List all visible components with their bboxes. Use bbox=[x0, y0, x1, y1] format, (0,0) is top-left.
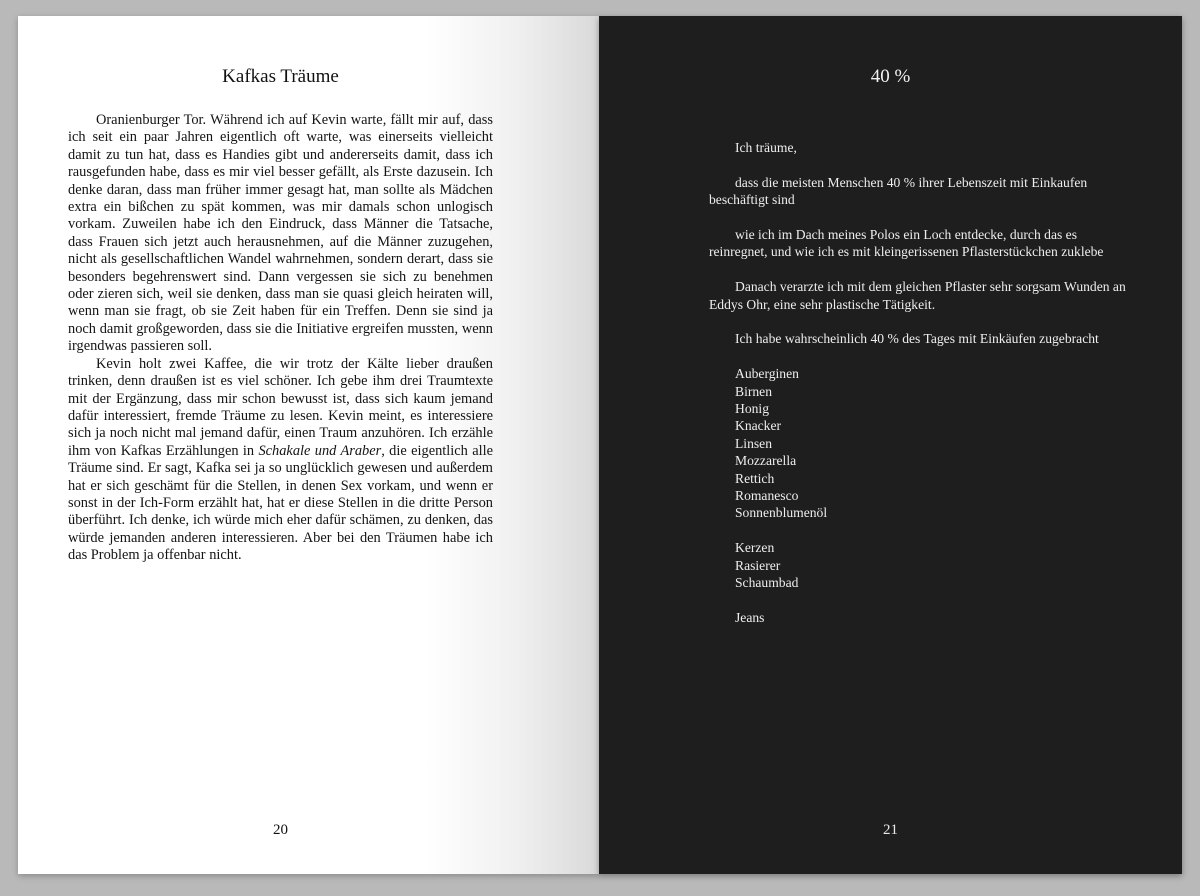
list-item: Mozzarella bbox=[735, 453, 797, 469]
list-item: Kerzen bbox=[735, 540, 775, 556]
paragraph-2-part-1: Kevin holt zwei Kaffee, die wir trotz der Kälte lieber draußen trinken, denn draußen ist es viel schöner. Ich gebe ihm drei Traumtexte mit der Ergänzung, dass mir schon bewusst ist, dass sich kaum jemand dafür interessiert, fremde Träume zu lesen. Kevin meint, es interessiere sich ja noch nicht mal jemand dafür, einen Traum anzuhören. Ich erzähle ihm von Kafkas Erzählungen in bbox=[68, 355, 493, 459]
running-head-left: Kafkas Träume bbox=[222, 66, 339, 87]
right-page bbox=[599, 16, 1182, 874]
left-page bbox=[18, 16, 599, 874]
list-item: Rasierer bbox=[735, 557, 781, 573]
running-head-right: 40 % bbox=[870, 66, 911, 87]
left-body-text bbox=[68, 112, 493, 565]
list-item: Jeans bbox=[735, 609, 765, 625]
shopping-list-food bbox=[735, 365, 1129, 522]
shopping-list-clothing bbox=[735, 609, 1129, 626]
dream-line-5: Ich habe wahrscheinlich 40 % des Tages mit Einkäufen zugebracht bbox=[735, 331, 1099, 347]
paragraph-1: Oranienburger Tor. Während ich auf Kevin warte, fällt mir auf, dass ich seit ein paar Jahren eigentlich oft warte, was einerseits vielleicht damit zu tun hat, dass es Handies gibt und andererseits damit, dass ich rausgefunden habe, dass es mir viel besser gefällt, als Erste dazusein. Ich denke daran, dass man früher immer gesagt hat, man sollte als Mädchen extra ein bißchen zu spät kommen, was mir damals schon unlogisch vorkam. Zuweilen habe ich den Eindruck, dass Männer die Tatsache, dass Frauen sich jetzt auch herausnehmen, auf die Männer zuzugehen, nicht als gesellschaftlichen Wandel wahrnehmen, sondern derart, dass sie besonders begehrenswert sind. Dann vergessen sie sich zu benehmen oder zieren sich, weil sie denken, dass man sie quasi gleich heiraten will, wenn man sie fragt, ob sie Zeit haben für ein Treffen. Denn sie sind ja noch damit großgeworden, dass sie die Initiative ergreifen mussten, wenn irgendwas passieren soll. bbox=[68, 112, 493, 355]
list-item: Birnen bbox=[735, 383, 772, 399]
dream-line-2: dass die meisten Menschen 40 % ihrer Lebenszeit mit Einkaufen beschäftigt sind bbox=[709, 174, 1088, 208]
dream-line-1: Ich träume, bbox=[735, 140, 797, 155]
list-item: Sonnenblumenöl bbox=[735, 505, 828, 521]
list-item: Schaumbad bbox=[735, 575, 799, 591]
dream-line-4: Danach verarzte ich mit dem gleichen Pflaster sehr sorgsam Wunden an Eddys Ohr, eine sehr plastische Tätigkeit. bbox=[709, 279, 1126, 312]
list-item: Rettich bbox=[735, 470, 775, 486]
dream-line-3: wie ich im Dach meines Polos ein Loch entdecke, durch das es reinregnet, und wie ich es mit kleingerissenen Pflasterstückchen zuklebe bbox=[709, 227, 1104, 260]
list-item: Linsen bbox=[735, 435, 772, 451]
paragraph-2 bbox=[68, 356, 493, 565]
page-number-right: 21 bbox=[883, 822, 898, 838]
page-number-left: 20 bbox=[273, 822, 288, 838]
list-item: Knacker bbox=[735, 418, 782, 434]
list-item: Romanesco bbox=[735, 488, 799, 504]
book-title-italic: Schakale und Araber bbox=[258, 442, 382, 459]
shopping-list-household bbox=[735, 539, 1129, 591]
paragraph-2-part-2: , die eigentlich alle Träume sind. Er sagt, Kafka sei ja so unglücklich gewesen und außerdem hat er sich geschämt für die Stellen, in denen Sex vorkam, und wenn er sonst in der Ich-Form erzählt hat, hat er diese Stellen in die dritte Person überführt. Ich denke, ich würde mich eher dafür schämen, zu denken, das würde jemanden anderen interessieren. Aber bei den Träumen habe ich das Problem ja offenbar nicht. bbox=[68, 442, 493, 564]
list-item: Auberginen bbox=[735, 366, 799, 382]
right-body-text bbox=[709, 139, 1129, 644]
list-item: Honig bbox=[735, 401, 769, 417]
